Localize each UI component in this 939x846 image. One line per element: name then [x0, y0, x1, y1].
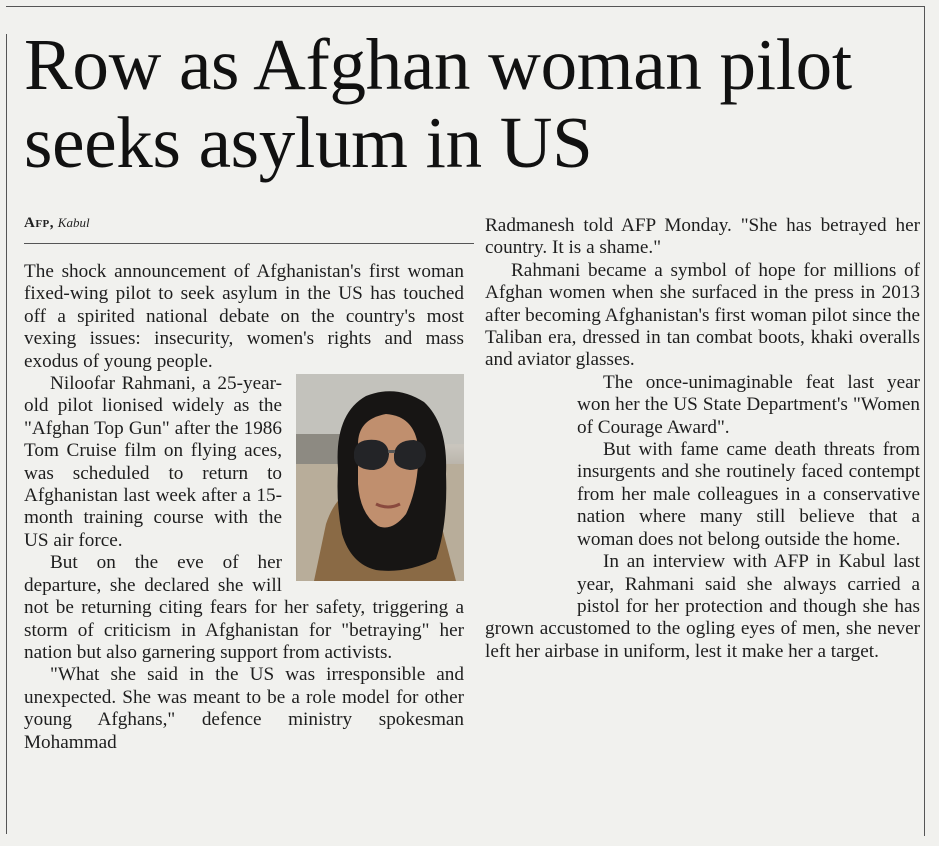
top-rule [6, 6, 925, 7]
paragraph-departure: But on the eve of her departure, she declared she will not be returning citing fears for her safety, triggering a storm of criticism in Afghanistan for "betraying" her nation but also garnering support from activists. [24, 552, 464, 663]
paragraph-interview: In an interview with AFP in Kabul last year, Rahmani said she always carried a pistol for her protection and though she has grown accustomed to the ogling eyes of men, she never left her airbase in uniform, lest it make her a target. [485, 551, 920, 662]
photo-wrap-spacer [485, 372, 577, 604]
byline-agency: Afp, [24, 215, 55, 231]
left-rule [6, 34, 7, 834]
paragraph-rahmani: Niloofar Rahmani, a 25-year-old pilot lionised widely as the "Afghan Top Gun" after the 1986 Tom Cruise film on flying aces, was scheduled to return to Afghanistan last week after a 15-month training course with the US air force. [24, 373, 282, 551]
paragraph-threats: But with fame came death threats from insurgents and she routinely faced contempt from her male colleagues in a conservative nation where many still believe that a woman does not belong outside the home. [577, 439, 920, 550]
byline-rule [24, 243, 474, 244]
paragraph-symbol: Rahmani became a symbol of hope for millions of Afghan women when she surfaced in the press in 2013 after becoming Afghanistan's first woman pilot since the Taliban era, dressed in tan combat boots, khaki overalls and aviator glasses. [485, 259, 920, 371]
paragraph-intro: The shock announcement of Afghanistan's first woman fixed-wing pilot to seek asylum in the US has touched off a spirited national debate on the country's most vexing issues: insecurity, women's rights and mass exodus of young people. [24, 261, 464, 372]
byline [24, 215, 90, 232]
paragraph-award: The once-unimaginable feat last year won her the US State Department's "Women of Courage Award". [577, 371, 920, 438]
byline-place: Kabul [57, 215, 90, 230]
headline: Row as Afghan woman pilot seeks asylum in US [24, 24, 852, 183]
pilot-photo [296, 374, 464, 581]
portrait-photo-icon [296, 374, 464, 581]
right-rule [924, 6, 925, 836]
article-column-right [485, 215, 920, 663]
paragraph-quote: "What she said in the US was irresponsible and unexpected. She was meant to be a role model for other young Afghans," defence ministry spokesman Mohammad [24, 664, 464, 753]
paragraph-radmanesh: Radmanesh told AFP Monday. "She has betrayed her country. It is a shame." [485, 215, 920, 259]
article-column-left [24, 261, 464, 754]
